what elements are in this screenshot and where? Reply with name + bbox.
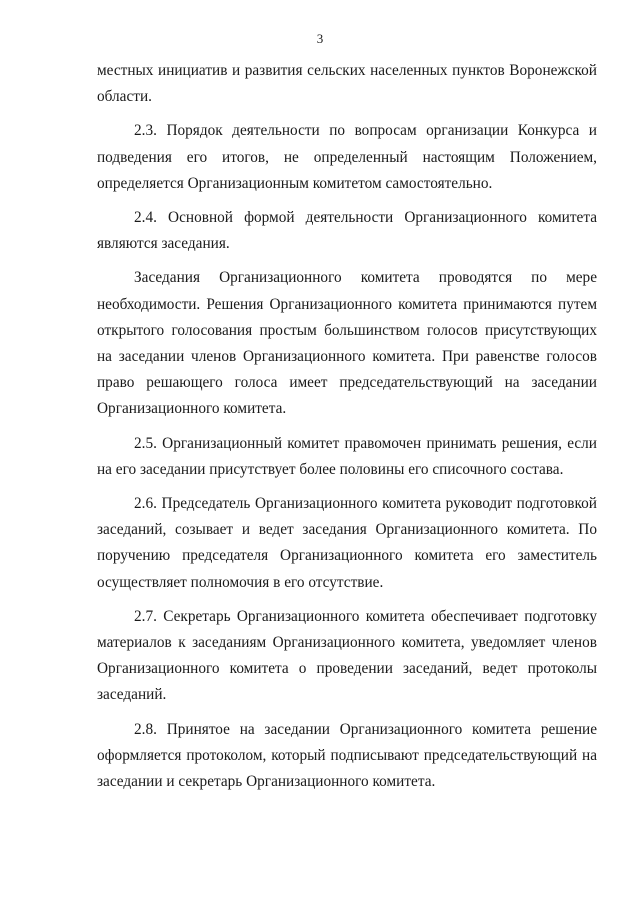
paragraph-2-5: 2.5. Организационный комитет правомочен принимать решения, если на его заседании присутствует более половины его списочного состава. <box>97 434 597 478</box>
paragraph-2-7: 2.7. Секретарь Организационного комитета обеспечивает подготовку материалов к заседаниям Организационного комитета, уведомляет членов Организационного комитета о проведении заседаний, ведет протоколы заседаний. <box>97 607 597 704</box>
paragraph-2-6: 2.6. Председатель Организационного комитета руководит подготовкой заседаний, созывает и ведет заседания Организационного комитета. По поручению председателя Организационного комитета его заместитель осуществляет полномочия в его отсутствие. <box>97 495 597 591</box>
paragraph-2-3: 2.3. Порядок деятельности по вопросам организации Конкурса и подведения его итогов, не определенный настоящим Положением, определяется Организационным комитетом самостоятельно. <box>97 122 597 192</box>
paragraph-meetings: Заседания Организационного комитета проводятся по мере необходимости. Решения Организационного комитета принимаются путем открытого голосования простым большинством голосов присутствующих на заседании членов Организационного комитета. При равенстве голосов право решающего голоса имеет председательствующий на заседании Организационного комитета. <box>97 269 597 418</box>
paragraph-continuation: местных инициатив и развития сельских населенных пунктов Воронежской области. <box>97 62 597 106</box>
paragraph-2-4: 2.4. Основной формой деятельности Организационного комитета являются заседания. <box>97 209 597 253</box>
document-body <box>97 58 597 803</box>
page-number: 3 <box>316 31 324 46</box>
paragraph-2-8: 2.8. Принятое на заседании Организационного комитета решение оформляется протоколом, который подписывают председательствующий на заседании и секретарь Организационного комитета. <box>97 720 597 791</box>
